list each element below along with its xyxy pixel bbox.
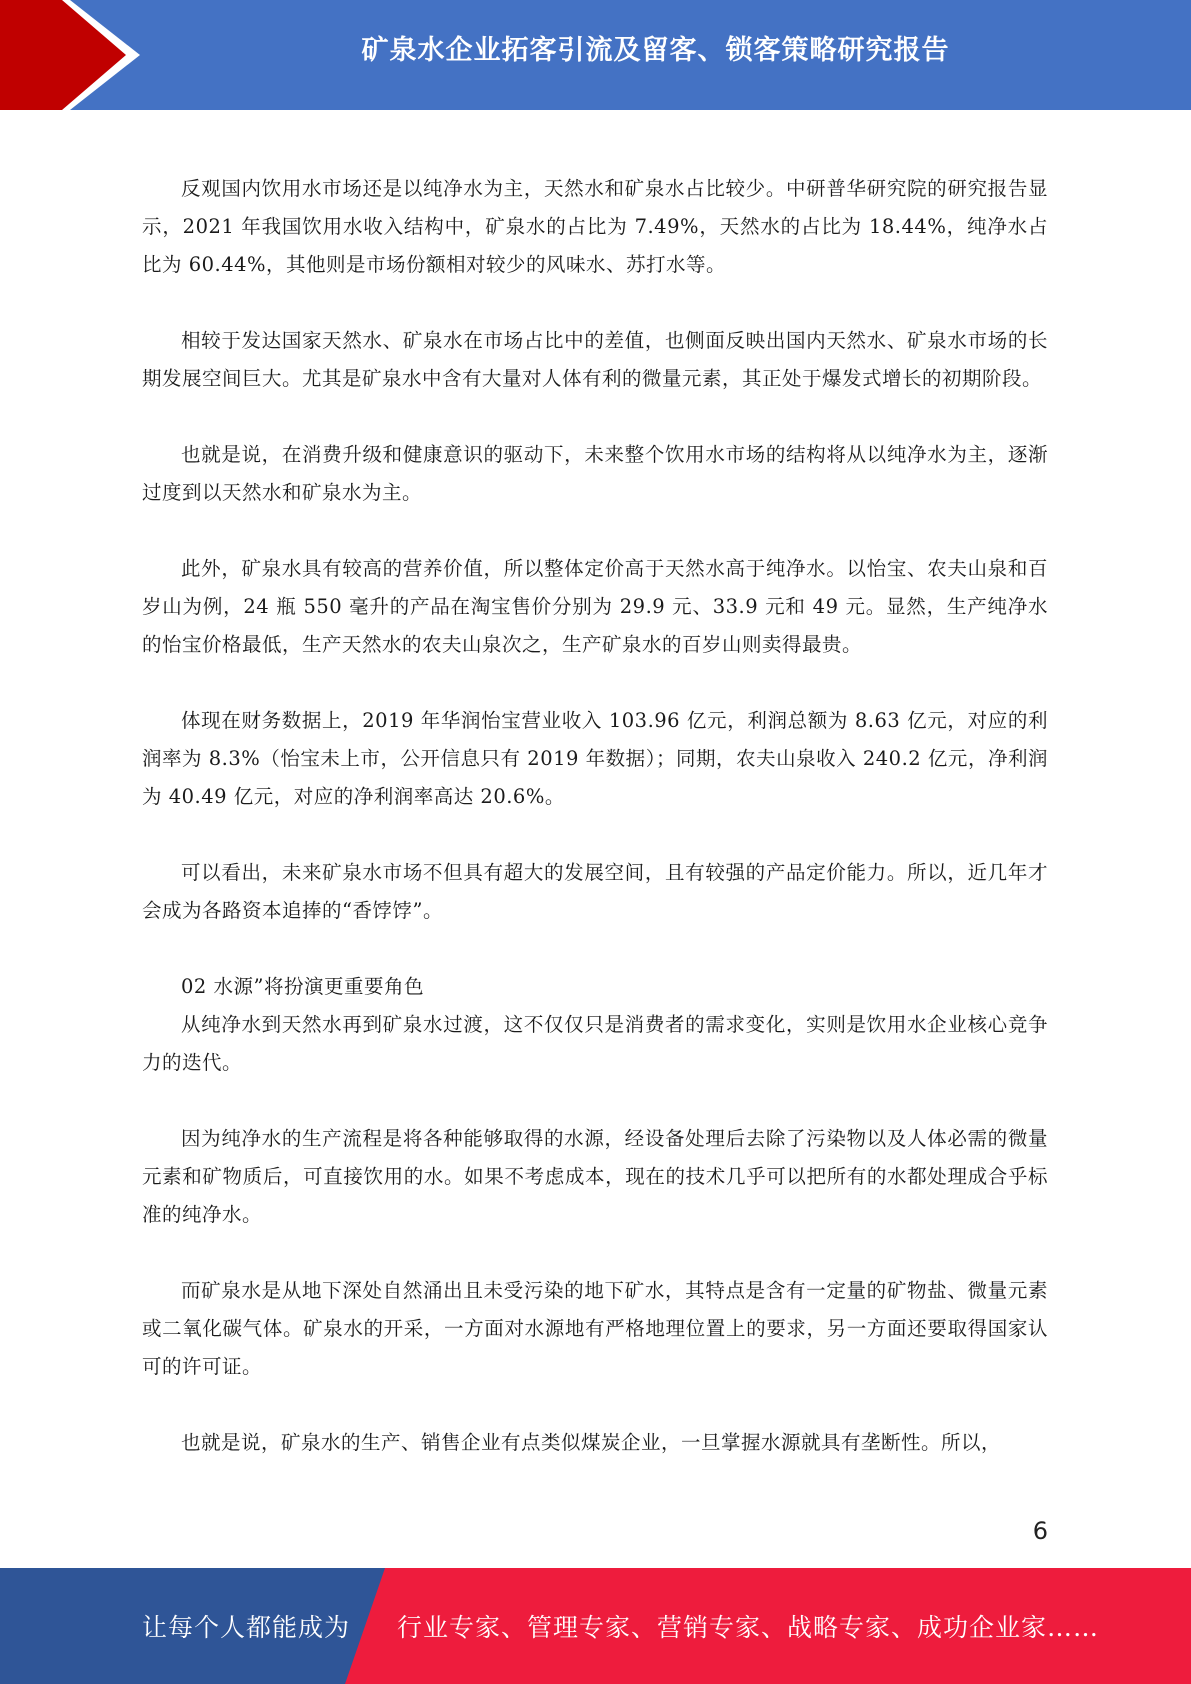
document-body xyxy=(142,170,1048,1500)
page-header xyxy=(0,0,1191,110)
paragraph: 从纯净水到天然水再到矿泉水过渡，这不仅仅只是消费者的需求变化，实则是饮用水企业核心竞争力的迭代。 xyxy=(142,1013,1048,1074)
paragraph: 也就是说，在消费升级和健康意识的驱动下，未来整个饮用水市场的结构将从以纯净水为主，逐渐过度到以天然水和矿泉水为主。 xyxy=(142,443,1048,504)
page-footer xyxy=(0,1568,1191,1684)
section-subheading: 02 水源”将扮演更重要角色 xyxy=(181,975,424,998)
page-number: 6 xyxy=(1032,1517,1048,1545)
paragraph: 而矿泉水是从地下深处自然涌出且未受污染的地下矿水，其特点是含有一定量的矿物盐、微量元素或二氧化碳气体。矿泉水的开采，一方面对水源地有严格地理位置上的要求，另一方面还要取得国家认可的许可证。 xyxy=(142,1279,1048,1378)
paragraph: 反观国内饮用水市场还是以纯净水为主，天然水和矿泉水占比较少。中研普华研究院的研究报告显示，2021 年我国饮用水收入结构中，矿泉水的占比为 7.49%，天然水的占比为 18.44%，纯净水占比为 60.44%，其他则是市场份额相对较少的风味水、苏打水等。 xyxy=(142,177,1048,276)
paragraph: 因为纯净水的生产流程是将各种能够取得的水源，经设备处理后去除了污染物以及人体必需的微量元素和矿物质后，可直接饮用的水。如果不考虑成本，现在的技术几乎可以把所有的水都处理成合乎标准的纯净水。 xyxy=(142,1127,1048,1226)
paragraph: 此外，矿泉水具有较高的营养价值，所以整体定价高于天然水高于纯净水。以怡宝、农夫山泉和百岁山为例，24 瓶 550 毫升的产品在淘宝售价分别为 29.9 元、33.9 元和 49 元。显然，生产纯净水的怡宝价格最低，生产天然水的农夫山泉次之，生产矿泉水的百岁山则卖得最贵。 xyxy=(142,557,1048,656)
paragraph: 相较于发达国家天然水、矿泉水在市场占比中的差值，也侧面反映出国内天然水、矿泉水市场的长期发展空间巨大。尤其是矿泉水中含有大量对人体有利的微量元素，其正处于爆发式增长的初期阶段。 xyxy=(142,329,1048,390)
footer-slogan-left: 让每个人都能成为 xyxy=(142,1613,351,1642)
red-chevron-decoration xyxy=(0,0,150,110)
report-title: 矿泉水企业拓客引流及留客、锁客策略研究报告 xyxy=(361,35,950,66)
paragraph: 可以看出，未来矿泉水市场不但具有超大的发展空间，且有较强的产品定价能力。所以，近几年才会成为各路资本追捧的“香饽饽”。 xyxy=(142,861,1048,922)
paragraph: 也就是说，矿泉水的生产、销售企业有点类似煤炭企业，一旦掌握水源就具有垄断性。所以， xyxy=(181,1431,1002,1454)
footer-slogan-right: 行业专家、管理专家、营销专家、战略专家、成功企业家…… xyxy=(397,1613,1100,1642)
paragraph: 体现在财务数据上，2019 年华润怡宝营业收入 103.96 亿元，利润总额为 8.63 亿元，对应的利润率为 8.3%（怡宝未上市，公开信息只有 2019 年数据）；同期，农夫山泉收入 240.2 亿元，净利润为 40.49 亿元，对应的净利润率高达 20.6%。 xyxy=(142,709,1048,808)
